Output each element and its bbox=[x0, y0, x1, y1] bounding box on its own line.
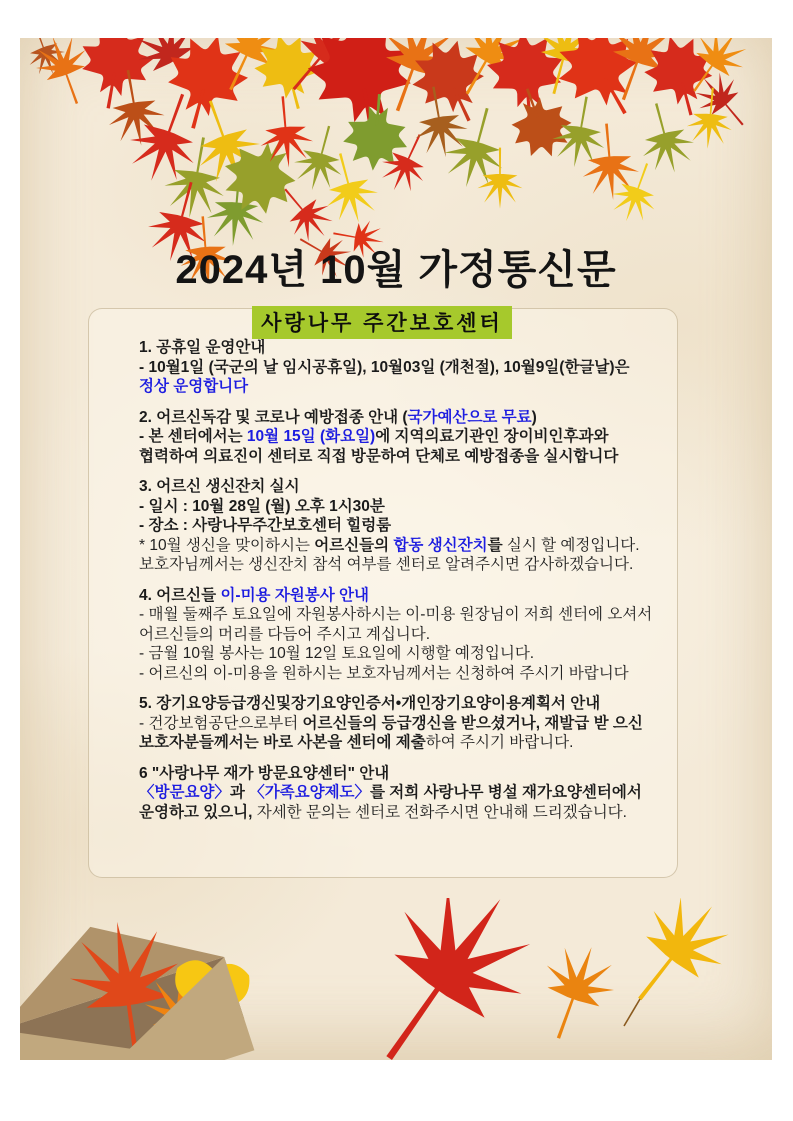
text-run: 국가예산으로 무료 bbox=[407, 408, 532, 426]
center-badge-wrap bbox=[88, 306, 676, 339]
text-run: 자세한 문의는 센터로 전화주시면 안내해 드리겠습니다. bbox=[256, 803, 627, 821]
text-run: 정상 운영합니다 bbox=[139, 378, 249, 395]
paragraph bbox=[139, 586, 659, 606]
paragraph bbox=[139, 714, 659, 753]
text-run: - 장소 : 사랑나무주간보호센터 힐렁룸 bbox=[139, 517, 392, 534]
text-run: 3. 어르신 생신잔치 실시 bbox=[139, 478, 300, 495]
paragraph bbox=[139, 694, 659, 714]
paragraph bbox=[139, 605, 659, 644]
paragraph bbox=[139, 644, 659, 664]
paragraph bbox=[139, 358, 659, 397]
parchment-background bbox=[20, 38, 772, 1060]
text-run: 과 bbox=[229, 784, 250, 801]
notice-section-6 bbox=[139, 764, 659, 823]
text-run: 를 bbox=[487, 536, 503, 554]
text-run: 10월 15일 (화요일) bbox=[246, 428, 376, 445]
text-run: 어르신들의 등급갱신을 받으셨거나, 재발급 받 으신 보호자분들께서는 바로 사본을 센터에 제출 bbox=[139, 714, 643, 751]
notice-section-4 bbox=[139, 586, 659, 684]
notice-body bbox=[89, 309, 677, 877]
orange-maple-leaf bbox=[525, 935, 625, 1050]
text-run: - 매월 둘째주 토요일에 자원봉사하시는 이-미용 원장님이 저희 센터에 오셔서 어르신들의 머리를 다듬어 주시고 계십니다. bbox=[139, 606, 653, 643]
text-run: ) bbox=[531, 408, 537, 426]
notice-content-box bbox=[88, 308, 678, 878]
text-run: * 10월 생신을 맞이하시는 bbox=[139, 536, 315, 554]
text-run: 6 "사랑나무 재가 방문요양센터" 안내 bbox=[139, 764, 390, 782]
paragraph bbox=[139, 536, 659, 575]
text-run: 4. 어르신들 bbox=[139, 586, 221, 604]
paragraph bbox=[139, 764, 659, 784]
paragraph bbox=[139, 427, 659, 466]
text-run: - 건강보험공단으로부터 bbox=[139, 714, 303, 732]
notice-section-1 bbox=[139, 338, 659, 397]
text-run: - 10월1일 (국군의 날 임시공휴일), 10월03일 (개천절), 10월9일(한글날)은 bbox=[139, 358, 630, 376]
paragraph bbox=[139, 783, 659, 822]
text-run: 에 지역의료기관인 장이비인후과와 협력하여 의료진이 센터로 직접 방문하여 단체로 예방접종을 실시합니다 bbox=[139, 428, 619, 465]
text-run: 어르신들의 bbox=[314, 536, 394, 554]
paragraph bbox=[139, 497, 659, 517]
text-run: - 일시 : 10월 28일 (월) 오후 1시30분 bbox=[139, 497, 385, 515]
text-run: 1. 공휴일 운영안내 bbox=[139, 339, 266, 356]
text-run: 하여 주시기 바랍니다. bbox=[425, 734, 574, 751]
text-run: 〈가족요양제도〉 bbox=[249, 784, 371, 801]
paragraph bbox=[139, 477, 659, 497]
text-run: 실시 할 예정입니다. 보호자님께서는 생신잔치 참석 여부를 센터로 알려주시면 감사하겠습니다. bbox=[139, 536, 640, 573]
notice-section-5 bbox=[139, 694, 659, 753]
text-run: 이-미용 자원봉사 안내 bbox=[220, 586, 369, 604]
text-run: - 금월 10월 봉사는 10월 12일 토요일에 시행할 예정입니다. bbox=[139, 645, 535, 662]
text-run: 2. 어르신독감 및 코로나 예방접종 안내 ( bbox=[139, 408, 408, 426]
notice-section-3 bbox=[139, 477, 659, 575]
text-run: - 본 센터에서는 bbox=[139, 428, 247, 445]
paragraph bbox=[139, 338, 659, 358]
text-run: 합동 생신잔치 bbox=[393, 536, 488, 554]
autumn-leaves-bottom-decoration bbox=[20, 898, 772, 1060]
paragraph bbox=[139, 516, 659, 536]
notice-section-2 bbox=[139, 408, 659, 467]
kraft-envelope bbox=[20, 898, 278, 1060]
paragraph bbox=[139, 664, 659, 684]
center-name-badge: 사랑나무 주간보호센터 bbox=[252, 306, 512, 339]
red-maple-leaf bbox=[331, 898, 559, 1060]
text-run: 를 저희 사랑나무 병설 재가요양센터에서 운영하고 있으니, bbox=[139, 784, 642, 821]
page-title: 2024년 10월 가정통신문 bbox=[175, 248, 617, 292]
paragraph bbox=[139, 408, 659, 428]
text-run: 〈방문요양〉 bbox=[139, 784, 230, 801]
yellow-maple-leaf bbox=[606, 898, 746, 1026]
text-run: - 어르신의 이-미용을 원하시는 보호자님께서는 신청하여 주시기 바랍니다 bbox=[139, 664, 629, 682]
text-run: 5. 장기요양등급갱신및장기요양인증서•개인장기요양이용계획서 안내 bbox=[139, 695, 601, 712]
